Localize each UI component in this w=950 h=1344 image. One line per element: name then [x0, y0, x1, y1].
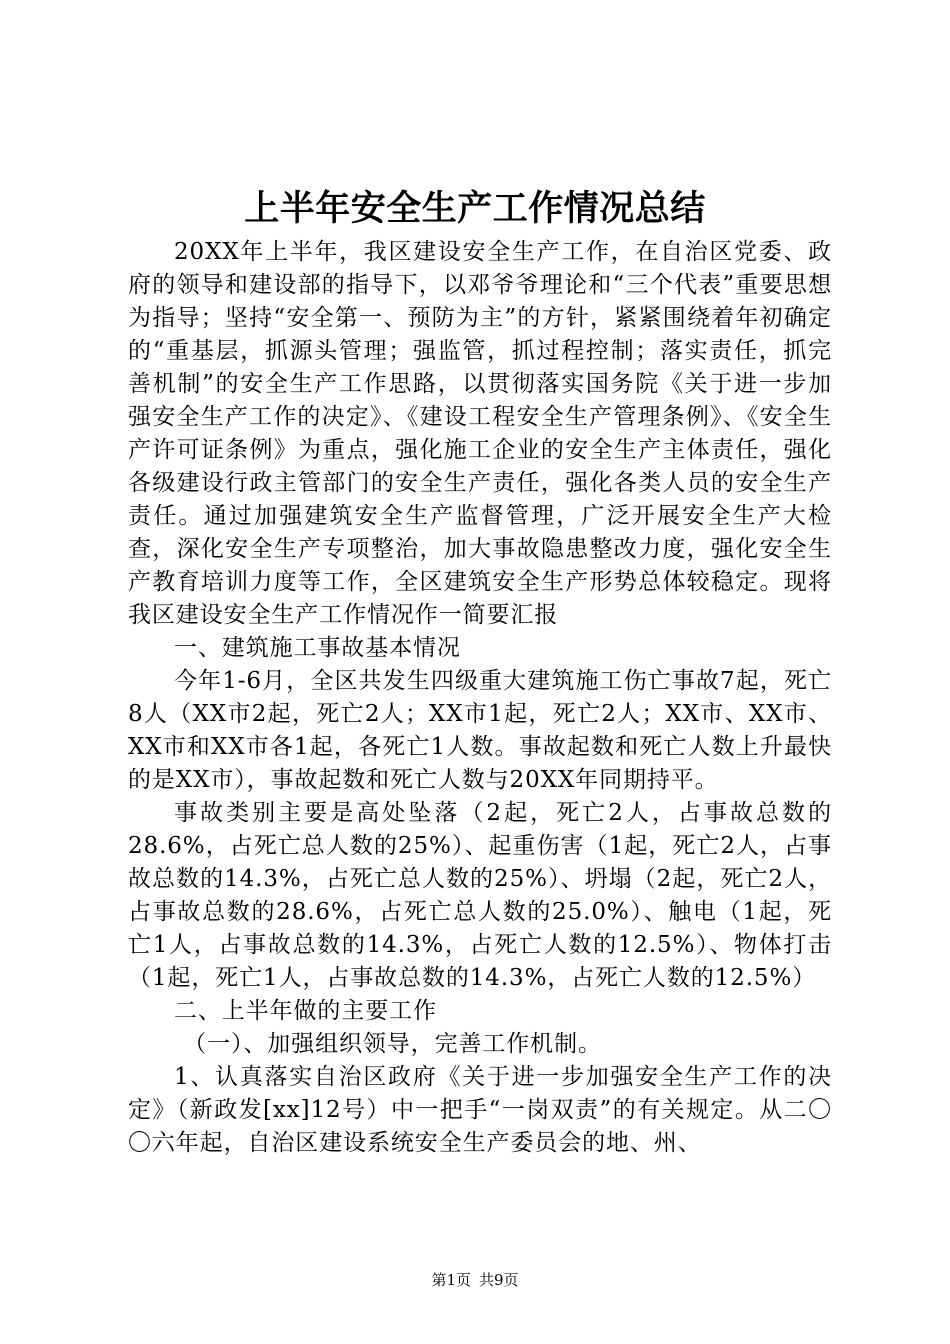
- document-body: [128, 236, 832, 1160]
- page-total: 共9页: [479, 1271, 519, 1289]
- page-footer: [0, 1270, 950, 1290]
- section-heading-accidents: 一、建筑施工事故基本情况: [174, 635, 461, 661]
- work-item-paragraph: 1、认真落实自治区政府《关于进一步加强安全生产工作的决定》（新政发[xx]12号）中一把手“一岗双责”的有关规定。从二〇〇六年起，自治区建设系统安全生产委员会的地、州、: [128, 1064, 832, 1156]
- accident-types-paragraph: 事故类别主要是高处坠落（2起，死亡2人，占事故总数的28.6%，占死亡总人数的25%）、起重伤害（1起，死亡2人，占事故总数的14.3%，占死亡总人数的25%）、坍塌（2起，死亡2人，占事故总数的28.6%，占死亡总人数的25.0%）、触电（1起，死亡1人，占事故总数的14.3%，占死亡人数的12.5%）、物体打击（1起，死亡1人，占事故总数的14.3%，占死亡人数的12.5%）: [128, 800, 832, 991]
- document-title: 上半年安全生产工作情况总结: [244, 188, 706, 229]
- section-heading-main-work: 二、上半年做的主要工作: [174, 998, 437, 1024]
- intro-paragraph: 20XX年上半年，我区建设安全生产工作，在自治区党委、政府的领导和建设部的指导下，以邓爷爷理论和“三个代表”重要思想为指导；坚持“安全第一、预防为主”的方针，紧紧围绕着年初确定的“重基层，抓源头管理；强监管，抓过程控制；落实责任，抓完善机制”的安全生产工作思路，以贯彻落实国务院《关于进一步加强安全生产工作的决定》、《建设工程安全生产管理条例》、《安全生产许可证条例》为重点，强化施工企业的安全生产主体责任，强化各级建设行政主管部门的安全生产责任，强化各类人员的安全生产责任。通过加强建筑安全生产监督管理，广泛开展安全生产大检查，深化安全生产专项整治，加大事故隐患整改力度，强化安全生产教育培训力度等工作，全区建筑安全生产形势总体较稳定。现将我区建设安全生产工作情况作一简要汇报: [128, 239, 832, 628]
- accident-summary-paragraph: 今年1-6月，全区共发生四级重大建筑施工伤亡事故7起，死亡8人（XX市2起，死亡2人；XX市1起，死亡2人；XX市、XX市、XX市和XX市各1起，各死亡1人数。事故起数和死亡人数上升最快的是XX市），事故起数和死亡人数与20XX年同期持平。: [128, 668, 832, 793]
- page-number: 第1页: [431, 1271, 471, 1289]
- subsection-heading-organization: （一）、加强组织领导，完善工作机制。: [183, 1031, 602, 1057]
